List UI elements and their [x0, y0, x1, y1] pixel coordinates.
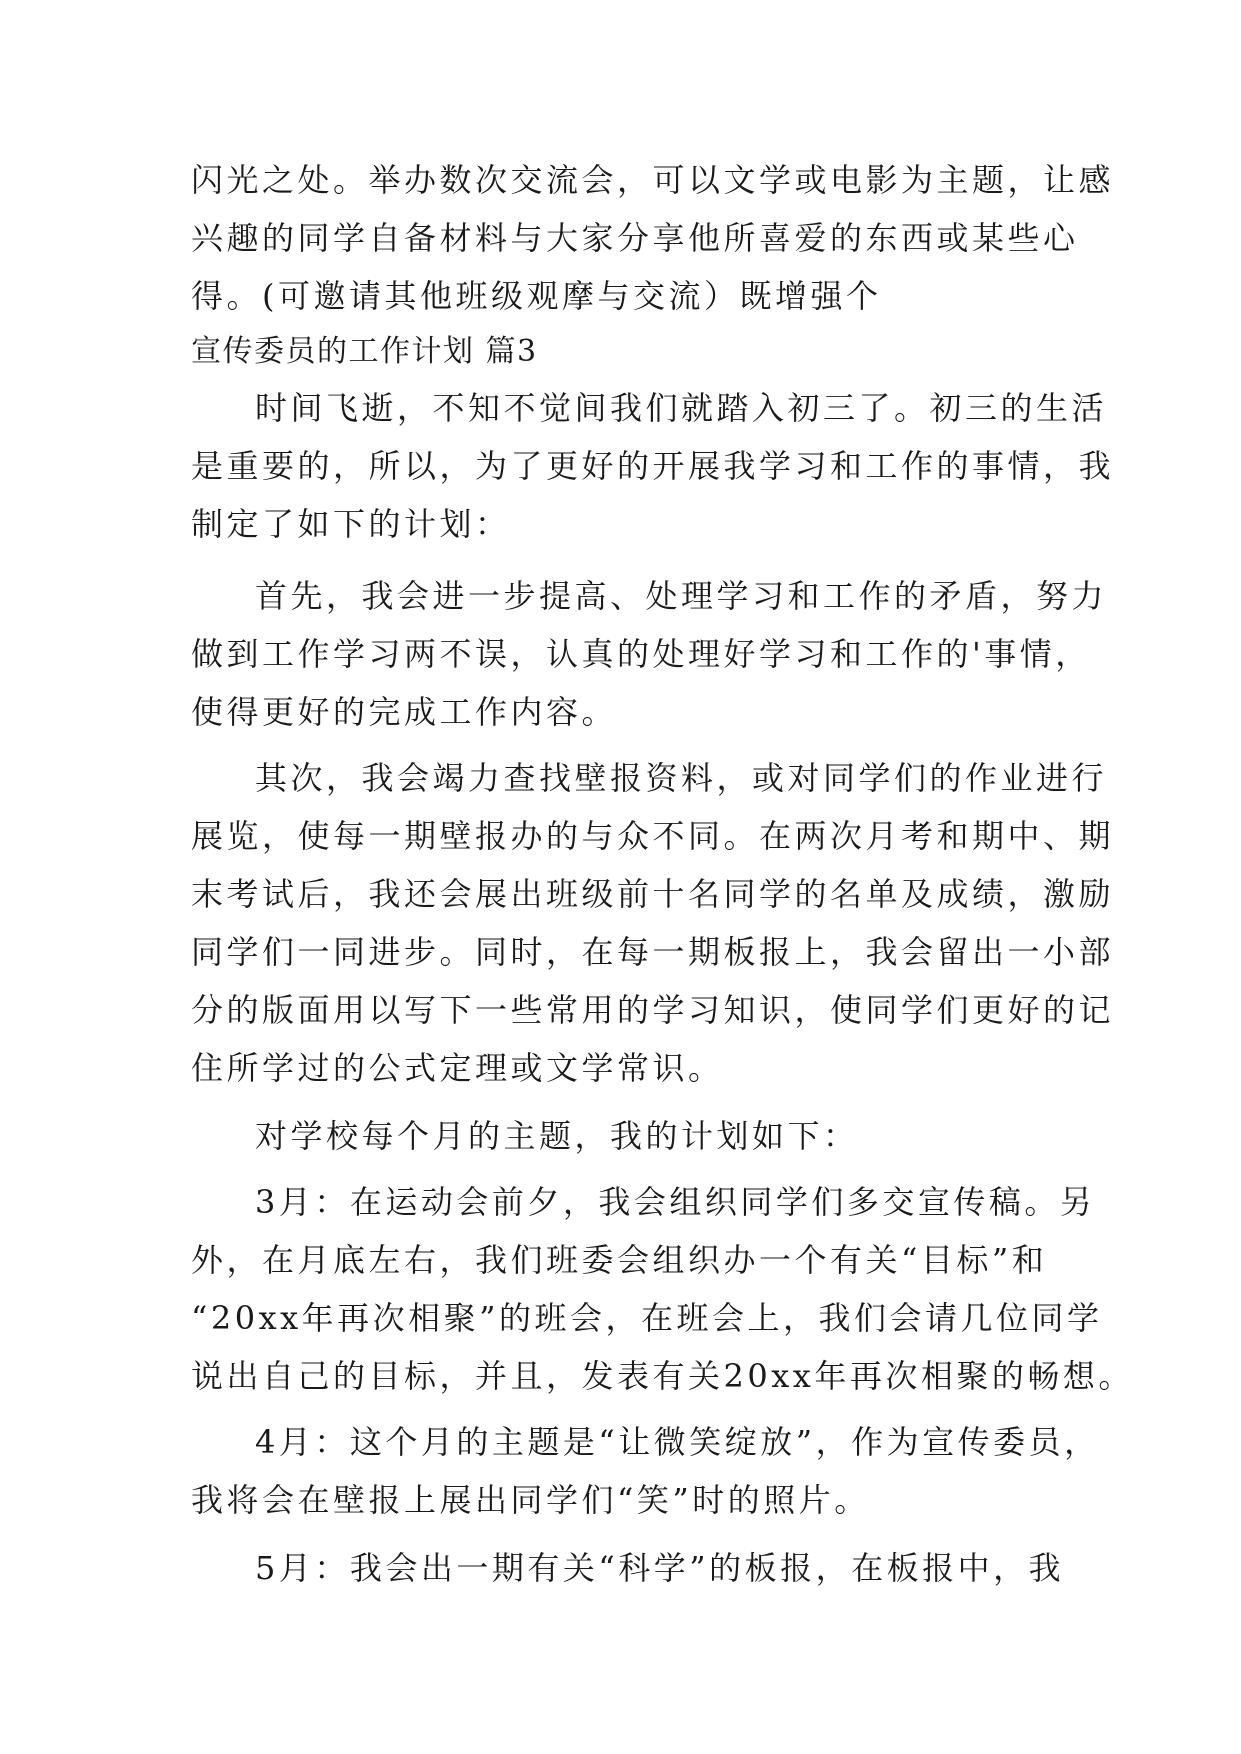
- text-line: 同学们一同进步。同时，在每一期板报上，我会留出一小部: [191, 933, 1115, 971]
- text-line: 做到工作学习两不误，认真的处理好学习和工作的'事情，: [191, 635, 1091, 673]
- text-line: 外，在月底左右，我们班委会组织办一个有关“目标”和: [191, 1241, 1048, 1279]
- text-line: 兴趣的同学自备材料与大家分享他所喜爱的东西或某些心: [191, 219, 1079, 257]
- text-line: 末考试后，我还会展出班级前十名同学的名单及成绩，激励: [191, 875, 1115, 913]
- text-line: 我将会在壁报上展出同学们“笑”时的照片。: [191, 1481, 870, 1519]
- text-line: 说出自己的目标，并且，发表有关20xx年再次相聚的畅想。: [191, 1357, 1134, 1395]
- paragraph-first-line: 时间飞逝，不知不觉间我们就踏入初三了。初三的生活: [255, 389, 1108, 427]
- text-line: 使得更好的完成工作内容。: [191, 693, 618, 731]
- text-line: 展览，使每一期壁报办的与众不同。在两次月考和期中、期: [191, 817, 1115, 855]
- paragraph-first-line: 3月：在运动会前夕，我会组织同学们多交宣传稿。另: [255, 1183, 1096, 1221]
- paragraph-first-line: 5月：我会出一期有关“科学”的板报，在板报中，我: [255, 1549, 1065, 1587]
- text-line: “20xx年再次相聚”的班会，在班会上，我们会请几位同学: [191, 1299, 1103, 1337]
- text-line: 分的版面用以写下一些常用的学习知识，使同学们更好的记: [191, 991, 1115, 1029]
- paragraph-first-line: 首先，我会进一步提高、处理学习和工作的矛盾，努力: [255, 577, 1108, 615]
- paragraph-first-line: 4月：这个月的主题是“让微笑绽放”，作为宣传委员，: [255, 1423, 1100, 1461]
- text-line: 住所学过的公式定理或文学常识。: [191, 1049, 724, 1087]
- text-line: 制定了如下的计划：: [191, 505, 511, 543]
- text-line: 得。(可邀请其他班级观摩与交流）既增强个: [191, 277, 882, 315]
- text-line: 是重要的，所以，为了更好的开展我学习和工作的事情，我: [191, 447, 1115, 485]
- paragraph-first-line: 其次，我会竭力查找壁报资料，或对同学们的作业进行: [255, 759, 1108, 797]
- section-heading: 宣传委员的工作计划 篇3: [191, 334, 538, 369]
- paragraph-first-line: 对学校每个月的主题，我的计划如下：: [255, 1117, 859, 1155]
- text-line: 闪光之处。举办数次交流会，可以文学或电影为主题，让感: [191, 161, 1115, 199]
